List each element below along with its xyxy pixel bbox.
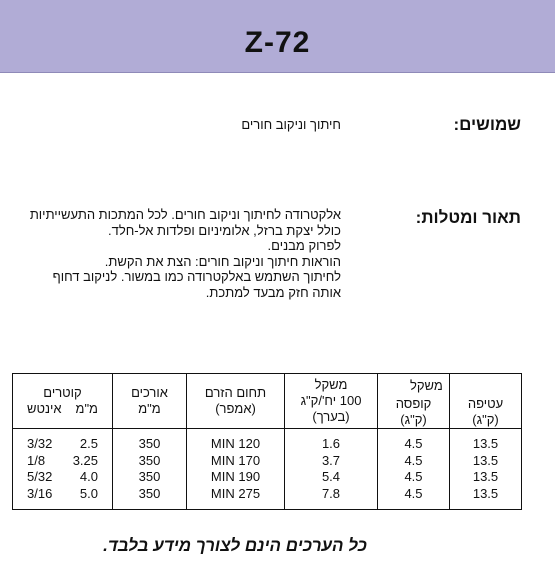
description-label: תאור ומטלות: [415,208,521,227]
pack-weight-header: משקל עטיפה (ק"ג) [450,374,522,429]
pack-weight-column: 13.5 13.5 13.5 13.5 [450,429,522,510]
diameter-column: 2.5 3/32 3.25 1/8 4.0 5/32 5.0 3/16 [13,429,113,510]
weight-100-column: 1.6 3.7 5.4 7.8 [285,429,378,510]
spec-table [12,373,522,510]
disclaimer-note: כל הערכים הינם לצורך מידע בלבד. [103,536,367,555]
header-banner [0,0,555,73]
diameter-header: קוטרים מ"מ אינטש [13,374,113,429]
description-line: אלקטרודה לחיתוך וניקוב חורים. לכל המתכות התעשייתיות [29,207,341,222]
length-header: אורכים מ"מ [113,374,187,429]
product-title: Z-72 [244,26,311,59]
current-header: תחום הזרם (אמפר) [187,374,285,429]
uses-value: חיתוך וניקוב חורים [241,117,341,132]
description-line: לחיתוך השתמש באלקטרודה כמו במשור. לניקוב דחוף [52,269,341,285]
description-line: אותה חזק מבעד למתכת. [205,284,341,300]
description-line: לפרוק מבנים. [267,238,341,254]
uses-label: שמושים: [453,115,521,134]
description-text [11,207,341,301]
length-column: 350 350 350 350 [113,429,187,510]
current-column: 120 MIN 170 MIN 190 MIN 275 MIN [187,429,285,510]
weight-100-header: משקל 100 יח'/ק"ג (בערך) [285,374,378,429]
box-weight-header: קופסה (ק"ג) [378,374,450,429]
description-line: כולל יצקת ברזל, אלומיניום ופלדות אל-חלד. [108,222,341,238]
description-line: הוראות חיתוך וניקוב חורים: הצת את הקשת. [104,253,341,269]
box-weight-column: 4.5 4.5 4.5 4.5 [378,429,450,510]
